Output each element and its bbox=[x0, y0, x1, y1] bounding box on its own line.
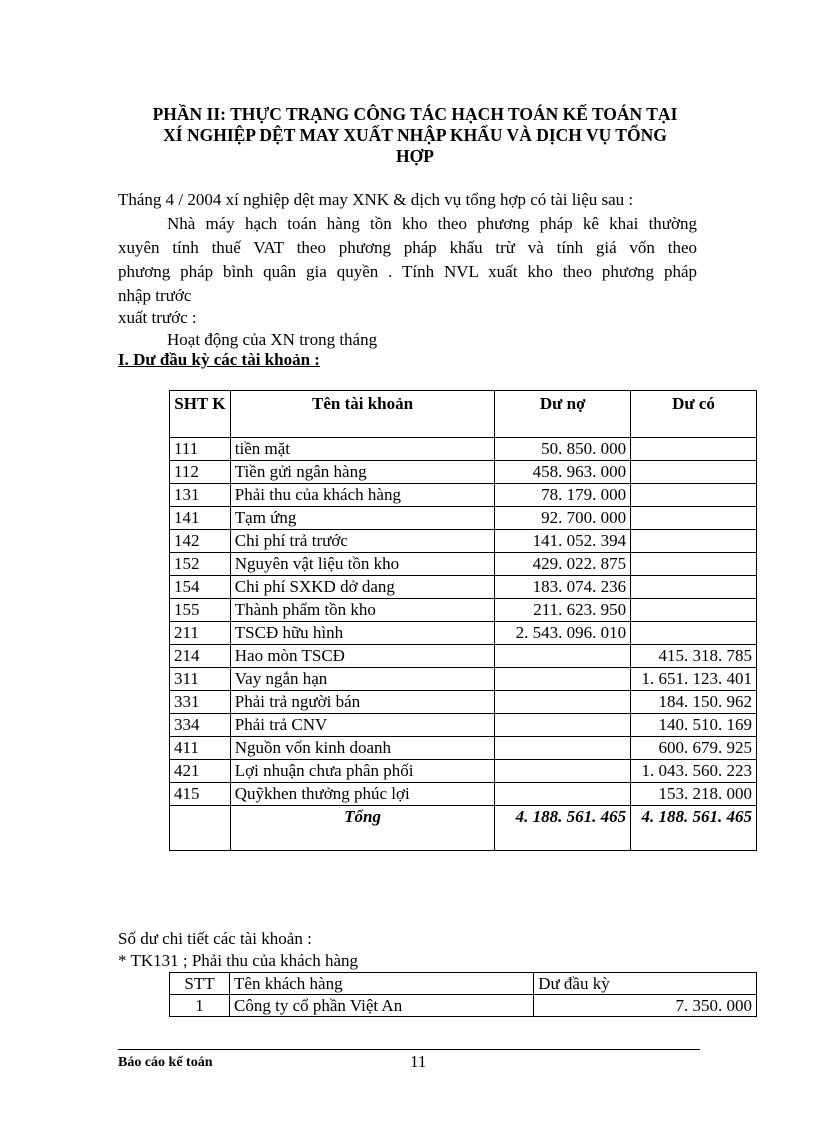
cell-debit: 429. 022. 875 bbox=[495, 553, 631, 576]
table-row bbox=[170, 995, 757, 1017]
cell-debit bbox=[495, 668, 631, 691]
cell-name: Phải trả người bán bbox=[230, 691, 495, 714]
intro-line-1: Tháng 4 / 2004 xí nghiệp dệt may XNK & dịch vụ tổng hợp có tài liệu sau : bbox=[118, 190, 634, 209]
cell-name: Hao mòn TSCĐ bbox=[230, 645, 495, 668]
cell-account: 334 bbox=[170, 714, 231, 737]
cell-credit bbox=[631, 507, 757, 530]
cell-account: 155 bbox=[170, 599, 231, 622]
header-stt: STT bbox=[170, 973, 230, 995]
cell-name: TSCĐ hữu hình bbox=[230, 622, 495, 645]
cell-account: 415 bbox=[170, 783, 231, 806]
cell-credit: 415. 318. 785 bbox=[631, 645, 757, 668]
cell-opening-balance: 7. 350. 000 bbox=[534, 995, 757, 1017]
cell-name: Vay ngắn hạn bbox=[230, 668, 495, 691]
details-subheading: * TK131 ; Phải thu của khách hàng bbox=[118, 951, 359, 970]
cell-credit bbox=[631, 438, 757, 461]
table-row bbox=[170, 553, 757, 576]
cell-credit bbox=[631, 553, 757, 576]
cell-debit bbox=[495, 645, 631, 668]
cell-account: 421 bbox=[170, 760, 231, 783]
cell-debit: 50. 850. 000 bbox=[495, 438, 631, 461]
cell-account: 152 bbox=[170, 553, 231, 576]
table-row bbox=[170, 760, 757, 783]
cell-name: Tiền gửi ngân hàng bbox=[230, 461, 495, 484]
table-row bbox=[170, 645, 757, 668]
cell-account: 141 bbox=[170, 507, 231, 530]
cell-debit bbox=[495, 783, 631, 806]
header-account-name: Tên tài khoản bbox=[230, 391, 495, 438]
cell-customer-name: Công ty cổ phần Việt An bbox=[230, 995, 534, 1017]
table-row bbox=[170, 737, 757, 760]
total-label: Tổng bbox=[230, 806, 495, 851]
cell-credit bbox=[631, 530, 757, 553]
details-heading: Số dư chi tiết các tài khoản : bbox=[118, 929, 312, 948]
intro-line-6: xuất trước : bbox=[118, 308, 197, 327]
cell-name: Nguồn vốn kinh doanh bbox=[230, 737, 495, 760]
cell-debit: 141. 052. 394 bbox=[495, 530, 631, 553]
table-row bbox=[170, 691, 757, 714]
total-empty-cell bbox=[170, 806, 231, 851]
cell-debit bbox=[495, 760, 631, 783]
cell-account: 331 bbox=[170, 691, 231, 714]
cell-account: 111 bbox=[170, 438, 231, 461]
cell-debit: 211. 623. 950 bbox=[495, 599, 631, 622]
cell-stt: 1 bbox=[170, 995, 230, 1017]
cell-debit: 458. 963. 000 bbox=[495, 461, 631, 484]
cell-account: 211 bbox=[170, 622, 231, 645]
cell-account: 311 bbox=[170, 668, 231, 691]
table-row bbox=[170, 530, 757, 553]
total-debit: 4. 188. 561. 465 bbox=[495, 806, 631, 851]
table-row bbox=[170, 576, 757, 599]
cell-name: tiền mặt bbox=[230, 438, 495, 461]
customer-table-header bbox=[170, 973, 757, 995]
cell-name: Lợi nhuận chưa phân phối bbox=[230, 760, 495, 783]
section-heading: I. Dư đầu kỳ các tài khoản : bbox=[118, 350, 320, 369]
cell-credit bbox=[631, 622, 757, 645]
intro-line-2: Nhà máy hạch toán hàng tồn kho theo phương pháp kê khai thường bbox=[167, 214, 697, 233]
cell-credit bbox=[631, 484, 757, 507]
footer-divider bbox=[118, 1049, 700, 1050]
title-line-1: PHẦN II: THỰC TRẠNG CÔNG TÁC HẠCH TOÁN KẾ TOÁN TẠI bbox=[152, 104, 678, 124]
cell-name: Thành phẩm tồn kho bbox=[230, 599, 495, 622]
cell-debit: 2. 543. 096. 010 bbox=[495, 622, 631, 645]
title-line-3: HỢP bbox=[396, 146, 434, 166]
footer-title: Báo cáo kế toán bbox=[118, 1055, 213, 1070]
cell-account: 214 bbox=[170, 645, 231, 668]
header-credit: Dư có bbox=[631, 391, 757, 438]
total-row bbox=[170, 806, 757, 851]
cell-credit bbox=[631, 576, 757, 599]
cell-credit bbox=[631, 599, 757, 622]
cell-name: Tạm ứng bbox=[230, 507, 495, 530]
cell-name: Nguyên vật liệu tồn kho bbox=[230, 553, 495, 576]
header-debit: Dư nợ bbox=[495, 391, 631, 438]
header-customer-name: Tên khách hàng bbox=[230, 973, 534, 995]
cell-account: 142 bbox=[170, 530, 231, 553]
cell-credit: 140. 510. 169 bbox=[631, 714, 757, 737]
cell-name: Phải thu của khách hàng bbox=[230, 484, 495, 507]
intro-line-7: Hoạt động của XN trong tháng bbox=[167, 330, 378, 349]
cell-debit: 78. 179. 000 bbox=[495, 484, 631, 507]
cell-account: 112 bbox=[170, 461, 231, 484]
table-row bbox=[170, 622, 757, 645]
title-line-2: XÍ NGHIỆP DỆT MAY XUẤT NHẬP KHẨU VÀ DỊCH VỤ TỔNG bbox=[163, 125, 667, 145]
cell-credit: 184. 150. 962 bbox=[631, 691, 757, 714]
header-account: SHT K bbox=[170, 391, 231, 438]
cell-name: Chi phí SXKD dở dang bbox=[230, 576, 495, 599]
table-row bbox=[170, 507, 757, 530]
cell-debit bbox=[495, 737, 631, 760]
intro-line-4: phương pháp bình quân gia quyền . Tính NVL xuất kho theo phương pháp bbox=[118, 262, 697, 281]
cell-credit bbox=[631, 461, 757, 484]
intro-line-3: xuyên tính thuế VAT theo phương pháp khấu trừ và tính giá vốn theo bbox=[118, 238, 697, 257]
cell-credit: 153. 218. 000 bbox=[631, 783, 757, 806]
cell-name: Phải trả CNV bbox=[230, 714, 495, 737]
total-credit: 4. 188. 561. 465 bbox=[631, 806, 757, 851]
table-row bbox=[170, 668, 757, 691]
cell-account: 154 bbox=[170, 576, 231, 599]
balance-table-header bbox=[170, 391, 757, 438]
cell-debit bbox=[495, 691, 631, 714]
page-title bbox=[100, 104, 730, 167]
cell-account: 131 bbox=[170, 484, 231, 507]
table-row bbox=[170, 438, 757, 461]
table-row bbox=[170, 599, 757, 622]
cell-debit bbox=[495, 714, 631, 737]
table-row bbox=[170, 783, 757, 806]
table-row bbox=[170, 461, 757, 484]
balance-table bbox=[169, 390, 757, 851]
cell-debit: 92. 700. 000 bbox=[495, 507, 631, 530]
cell-credit: 1. 043. 560. 223 bbox=[631, 760, 757, 783]
cell-credit: 600. 679. 925 bbox=[631, 737, 757, 760]
customer-table bbox=[169, 972, 757, 1017]
cell-name: Chi phí trả trước bbox=[230, 530, 495, 553]
cell-account: 411 bbox=[170, 737, 231, 760]
page-number: 11 bbox=[410, 1052, 427, 1071]
header-opening-balance: Dư đầu kỳ bbox=[534, 973, 757, 995]
table-row bbox=[170, 714, 757, 737]
intro-line-5: nhập trước bbox=[118, 286, 192, 305]
cell-debit: 183. 074. 236 bbox=[495, 576, 631, 599]
cell-name: Quỹkhen thưởng phúc lợi bbox=[230, 783, 495, 806]
cell-credit: 1. 651. 123. 401 bbox=[631, 668, 757, 691]
table-row bbox=[170, 484, 757, 507]
